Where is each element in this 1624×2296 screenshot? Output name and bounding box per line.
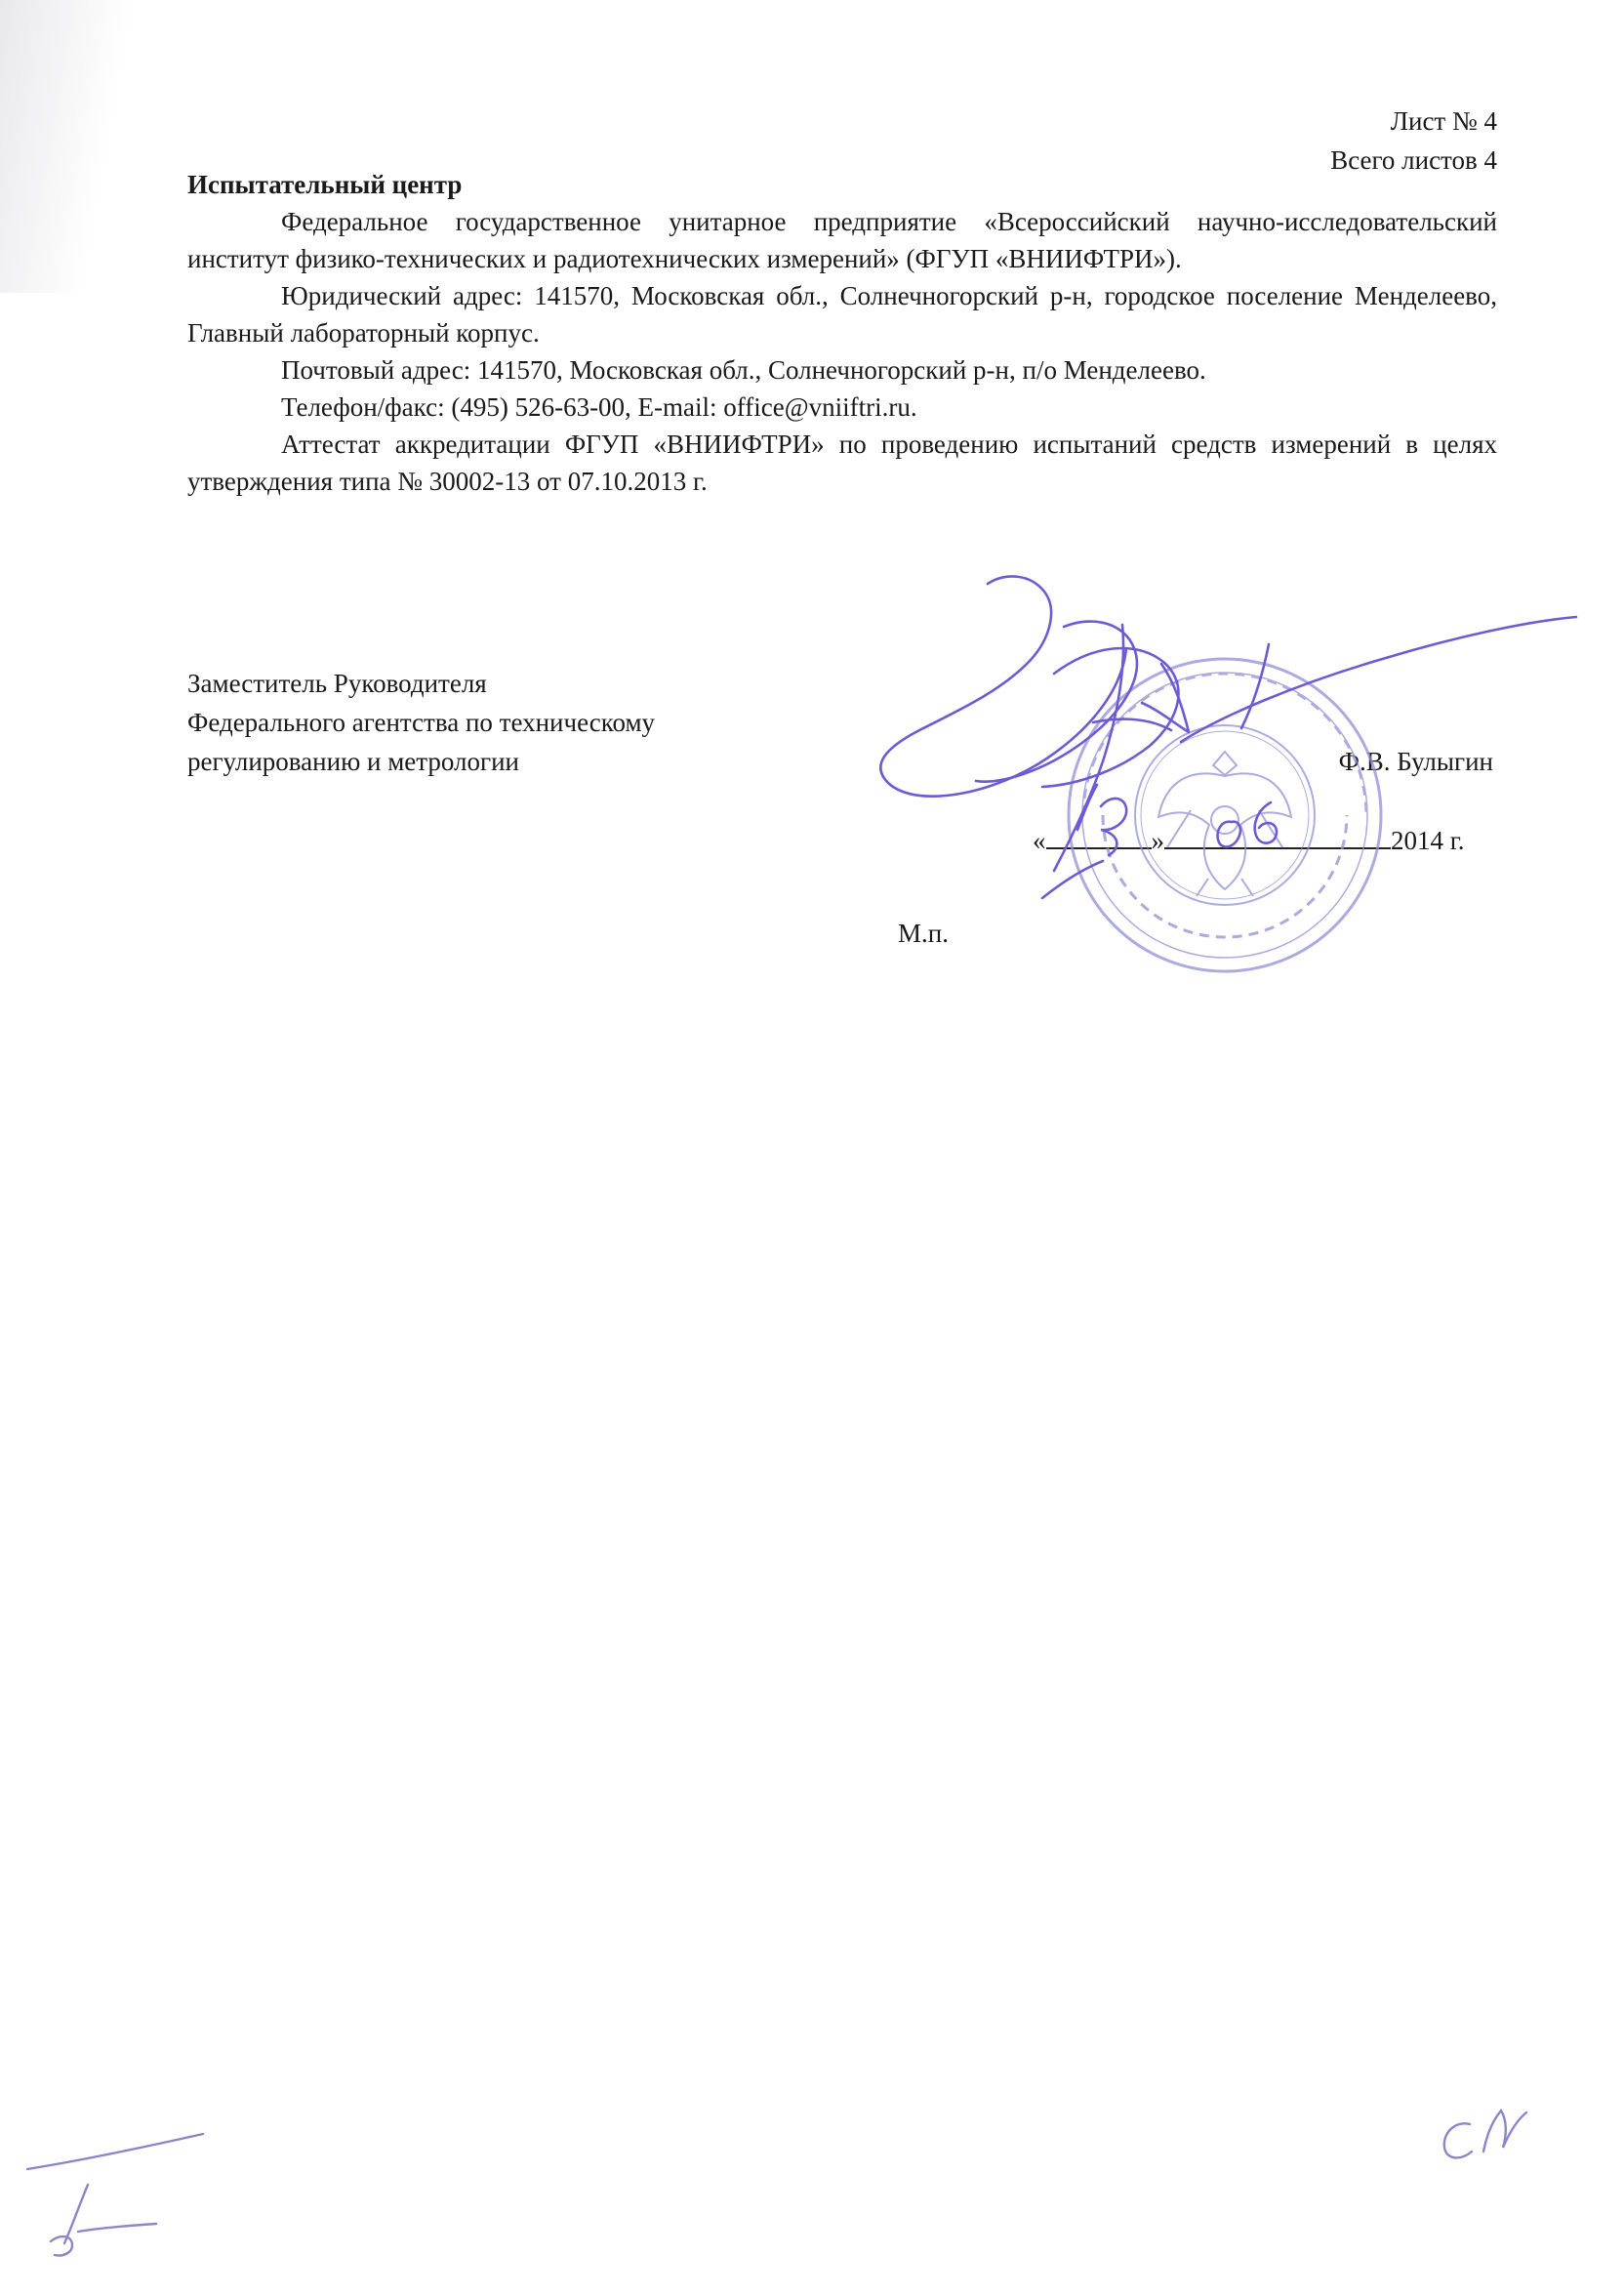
date-open-quote: « [1033,826,1046,855]
signer-title [187,664,655,781]
bottom-right-initials [1444,2111,1526,2157]
signer-title-line: Федерального агентства по техническому [187,708,656,737]
signer-title-line: регулированию и метрологии [187,747,519,776]
section-title: Испытательный центр [187,170,463,199]
signer-name: Ф.В. Булыгин [1338,747,1493,776]
month-blank [1164,818,1391,849]
sheet-total: Всего листов 4 [1330,145,1497,175]
document-body [187,166,1497,500]
contacts-paragraph: Телефон/факс: (495) 526-63-00, E-mail: office@vniiftri.ru. [281,392,917,422]
stamp-place-label: М.п. [898,919,949,948]
bottom-left-initials [27,2134,203,2256]
accreditation-paragraph: Аттестат аккредитации ФГУП «ВНИИФТРИ» по проведению испытаний средств измерений в целях утверждения типа № 30002-13 от 07.10.2013 г. [187,430,1497,496]
official-seal [1069,659,1381,971]
organization-paragraph: Федеральное государственное унитарное предприятие «Всероссийский научно-исследовательский институт физико-технических и радиотехнических измерений» (ФГУП «ВНИИФТРИ»). [187,207,1497,273]
sheet-number: Лист № 4 [1390,106,1497,136]
date-year: 2014 г. [1391,826,1465,855]
postal-address-paragraph: Почтовый адрес: 141570, Московская обл., Солнечногорский р-н, п/о Менделеево. [281,355,1206,385]
signer-title-line: Заместитель Руководителя [187,669,487,698]
legal-address-paragraph: Юридический адрес: 141570, Московская обл., Солнечногорский р-н, городское поселение Менделеево, Главный лабораторный корпус. [187,281,1497,348]
signature-date [1033,818,1465,860]
day-blank [1046,818,1152,849]
paper-fold-shadow [0,0,127,293]
date-close-quote: » [1151,826,1164,855]
